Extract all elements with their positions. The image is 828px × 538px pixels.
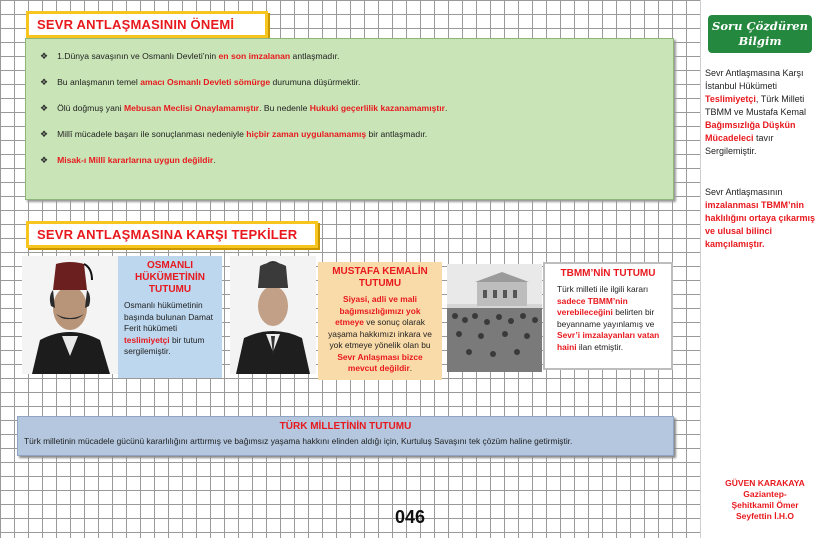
importance-box: [25, 38, 674, 200]
card-title: MUSTAFA KEMALİN TUTUMU: [332, 266, 428, 289]
importance-list: [26, 39, 673, 179]
card-title: OSMANLI HÜKÜMETİNİN TUTUMU: [135, 260, 205, 295]
list-item: ❖ Ölü doğmuş yani Mebusan Meclisi Onaylamamıştır. Bu nedenle Hukuki geçerlilik kazanamamıştır.: [40, 103, 448, 113]
section-title-importance: SEVR ANTLAŞMASININ ÖNEMİ: [26, 11, 268, 38]
section-title-reactions: SEVR ANTLAŞMASINA KARŞI TEPKİLER: [26, 221, 318, 248]
card-text: Osmanlı hükümetinin başında bulunan Damat Ferit hükümeti teslimiyetçi bir tutum sergilemiştir.: [124, 300, 213, 356]
card-ottoman-government: [118, 256, 222, 378]
page-number: 046: [395, 507, 426, 527]
list-item: ❖ Millî mücadele başarı ile sonuçlanması nedeniyle hiçbir zaman uygulanamamış bir antlaşmadır.: [40, 129, 428, 139]
logo: Soru Çözdüren Bilgim: [708, 15, 812, 53]
sidebar-note-signing: Sevr Antlaşmasının imzalanması TBMM’nin haklılığını ortaya çıkarmış ve ulusal bilinci kamçılamıştır.: [705, 187, 816, 249]
sidebar: [700, 0, 828, 538]
author-credit: GÜVEN KARAKAYA Gaziantep- Şehitkamil Ömer Seyfettin İ.H.O: [725, 478, 805, 521]
card-text: Türk milleti ile ilgili kararı sadece TBMM’nin verebileceğini belirten bir beyanname yayınlamış ve Sevr’i imzalayanları vatan haini ilan etmiştir.: [557, 284, 660, 352]
diamond-bullet-icon: ❖: [40, 77, 49, 87]
diamond-bullet-icon: ❖: [40, 129, 49, 139]
diamond-bullet-icon: ❖: [40, 51, 49, 61]
list-item: ❖ 1.Dünya savaşının ve Osmanlı Devleti’nin en son imzalanan antlaşmadır.: [40, 51, 340, 61]
photo-tbmm-crowd: [447, 264, 542, 372]
card-text: Siyasi, adli ve mali bağımsızlığımızı yok etmeye ve sonuç olarak yaşama hakkımızı inkara ve yok etmeye yönelik olan bu Sevr Anlaşması bizce mevcut değildir.: [328, 294, 432, 373]
diamond-bullet-icon: ❖: [40, 103, 49, 113]
diamond-bullet-icon: ❖: [40, 155, 49, 165]
portrait-mustafa-kemal: [230, 256, 316, 374]
nation-text: Türk milletinin mücadele gücünü kararlılığını arttırmış ve bağımsız yaşama hakkını elinden aldığı için, Kurtuluş Savaşını tek çözüm haline getirmiştir.: [24, 436, 573, 446]
turkish-nation-box: [17, 416, 674, 456]
list-item: ❖ Misak-ı Millî kararlarına uygun değildir.: [40, 155, 216, 165]
list-item: ❖ Bu anlaşmanın temel amacı Osmanlı Devleti sömürge durumuna düşürmektir.: [40, 77, 361, 87]
portrait-damat-ferit: [22, 256, 118, 374]
nation-title: TÜRK MİLLETİNİN TUTUMU: [279, 421, 412, 432]
card-tbmm: [543, 262, 673, 370]
card-mustafa-kemal: [318, 262, 442, 380]
card-title: TBMM’NİN TUTUMU: [560, 268, 656, 279]
sidebar-note-reactions: Sevr Antlaşmasına Karşı İstanbul Hükümeti Teslimiyetçi, Türk Milleti TBMM ve Mustafa Kemal Bağımsızlığa Düşkün Mücadeleci tavır Sergilemiştir.: [705, 68, 807, 156]
